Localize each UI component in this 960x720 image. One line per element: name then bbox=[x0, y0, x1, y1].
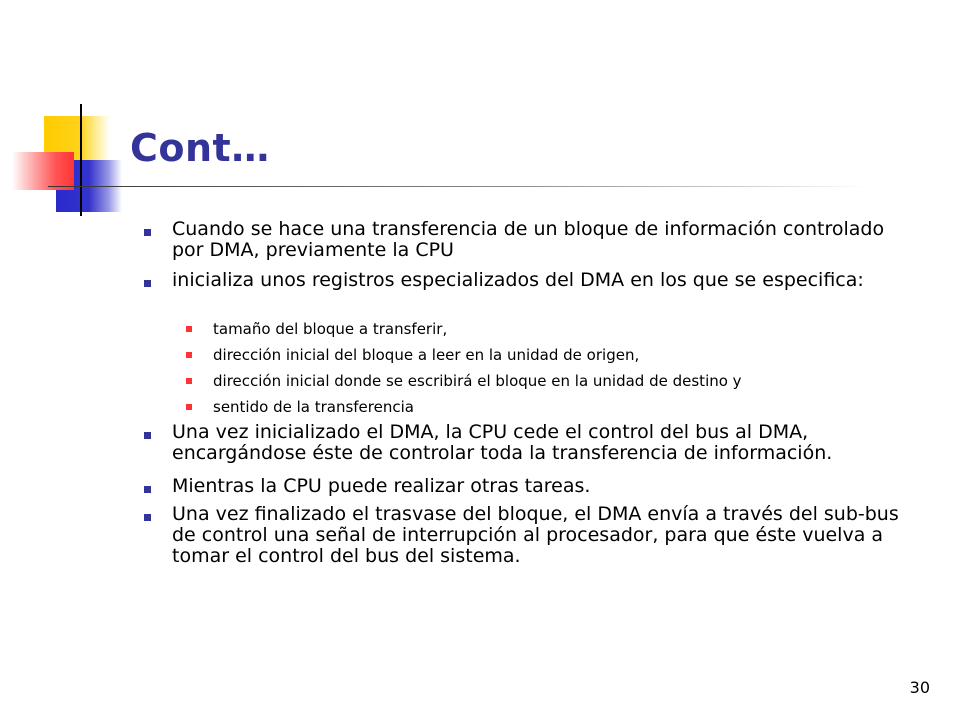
title-underline bbox=[48, 186, 868, 187]
bullet-text: Cuando se hace una transferencia de un bloque de información controlado por DMA, previamente la CPU bbox=[172, 218, 885, 261]
bullet-marker bbox=[144, 280, 151, 287]
sub-bullet-text: tamaño del bloque a transferir, bbox=[213, 320, 448, 338]
bullet-marker bbox=[144, 229, 151, 236]
sub-bullet-marker bbox=[186, 378, 192, 384]
page-number: 30 bbox=[909, 678, 930, 697]
sub-bullet-marker bbox=[186, 326, 192, 332]
sub-bullet-text: dirección inicial donde se escribirá el bloque en la unidad de destino y bbox=[213, 372, 742, 390]
bullet-marker bbox=[144, 486, 151, 493]
bullet-text: Una vez finalizado el trasvase del bloque, el DMA envía a través del sub-bus de control una señal de interrupción al procesador, para que éste vuelva a tomar el control del bus del sistema. bbox=[172, 503, 899, 567]
sub-bullet-marker bbox=[186, 404, 192, 410]
sub-bullet-text: dirección inicial del bloque a leer en la unidad de origen, bbox=[213, 346, 640, 364]
sub-bullet-text: sentido de la transferencia bbox=[213, 398, 414, 416]
decor-vertical-line bbox=[80, 104, 82, 216]
decor-red-square bbox=[12, 152, 74, 190]
bullet-marker bbox=[144, 514, 151, 521]
bullet-text: Mientras la CPU puede realizar otras tareas. bbox=[172, 475, 591, 497]
slide-title: Cont… bbox=[130, 126, 270, 170]
bullet-text: inicializa unos registros especializados del DMA en los que se especifica: bbox=[172, 269, 864, 291]
bullet-text: Una vez inicializado el DMA, la CPU cede el control del bus al DMA, encargándose éste de controlar toda la transferencia de información. bbox=[172, 421, 833, 464]
bullet-marker bbox=[144, 432, 151, 439]
sub-bullet-marker bbox=[186, 352, 192, 358]
